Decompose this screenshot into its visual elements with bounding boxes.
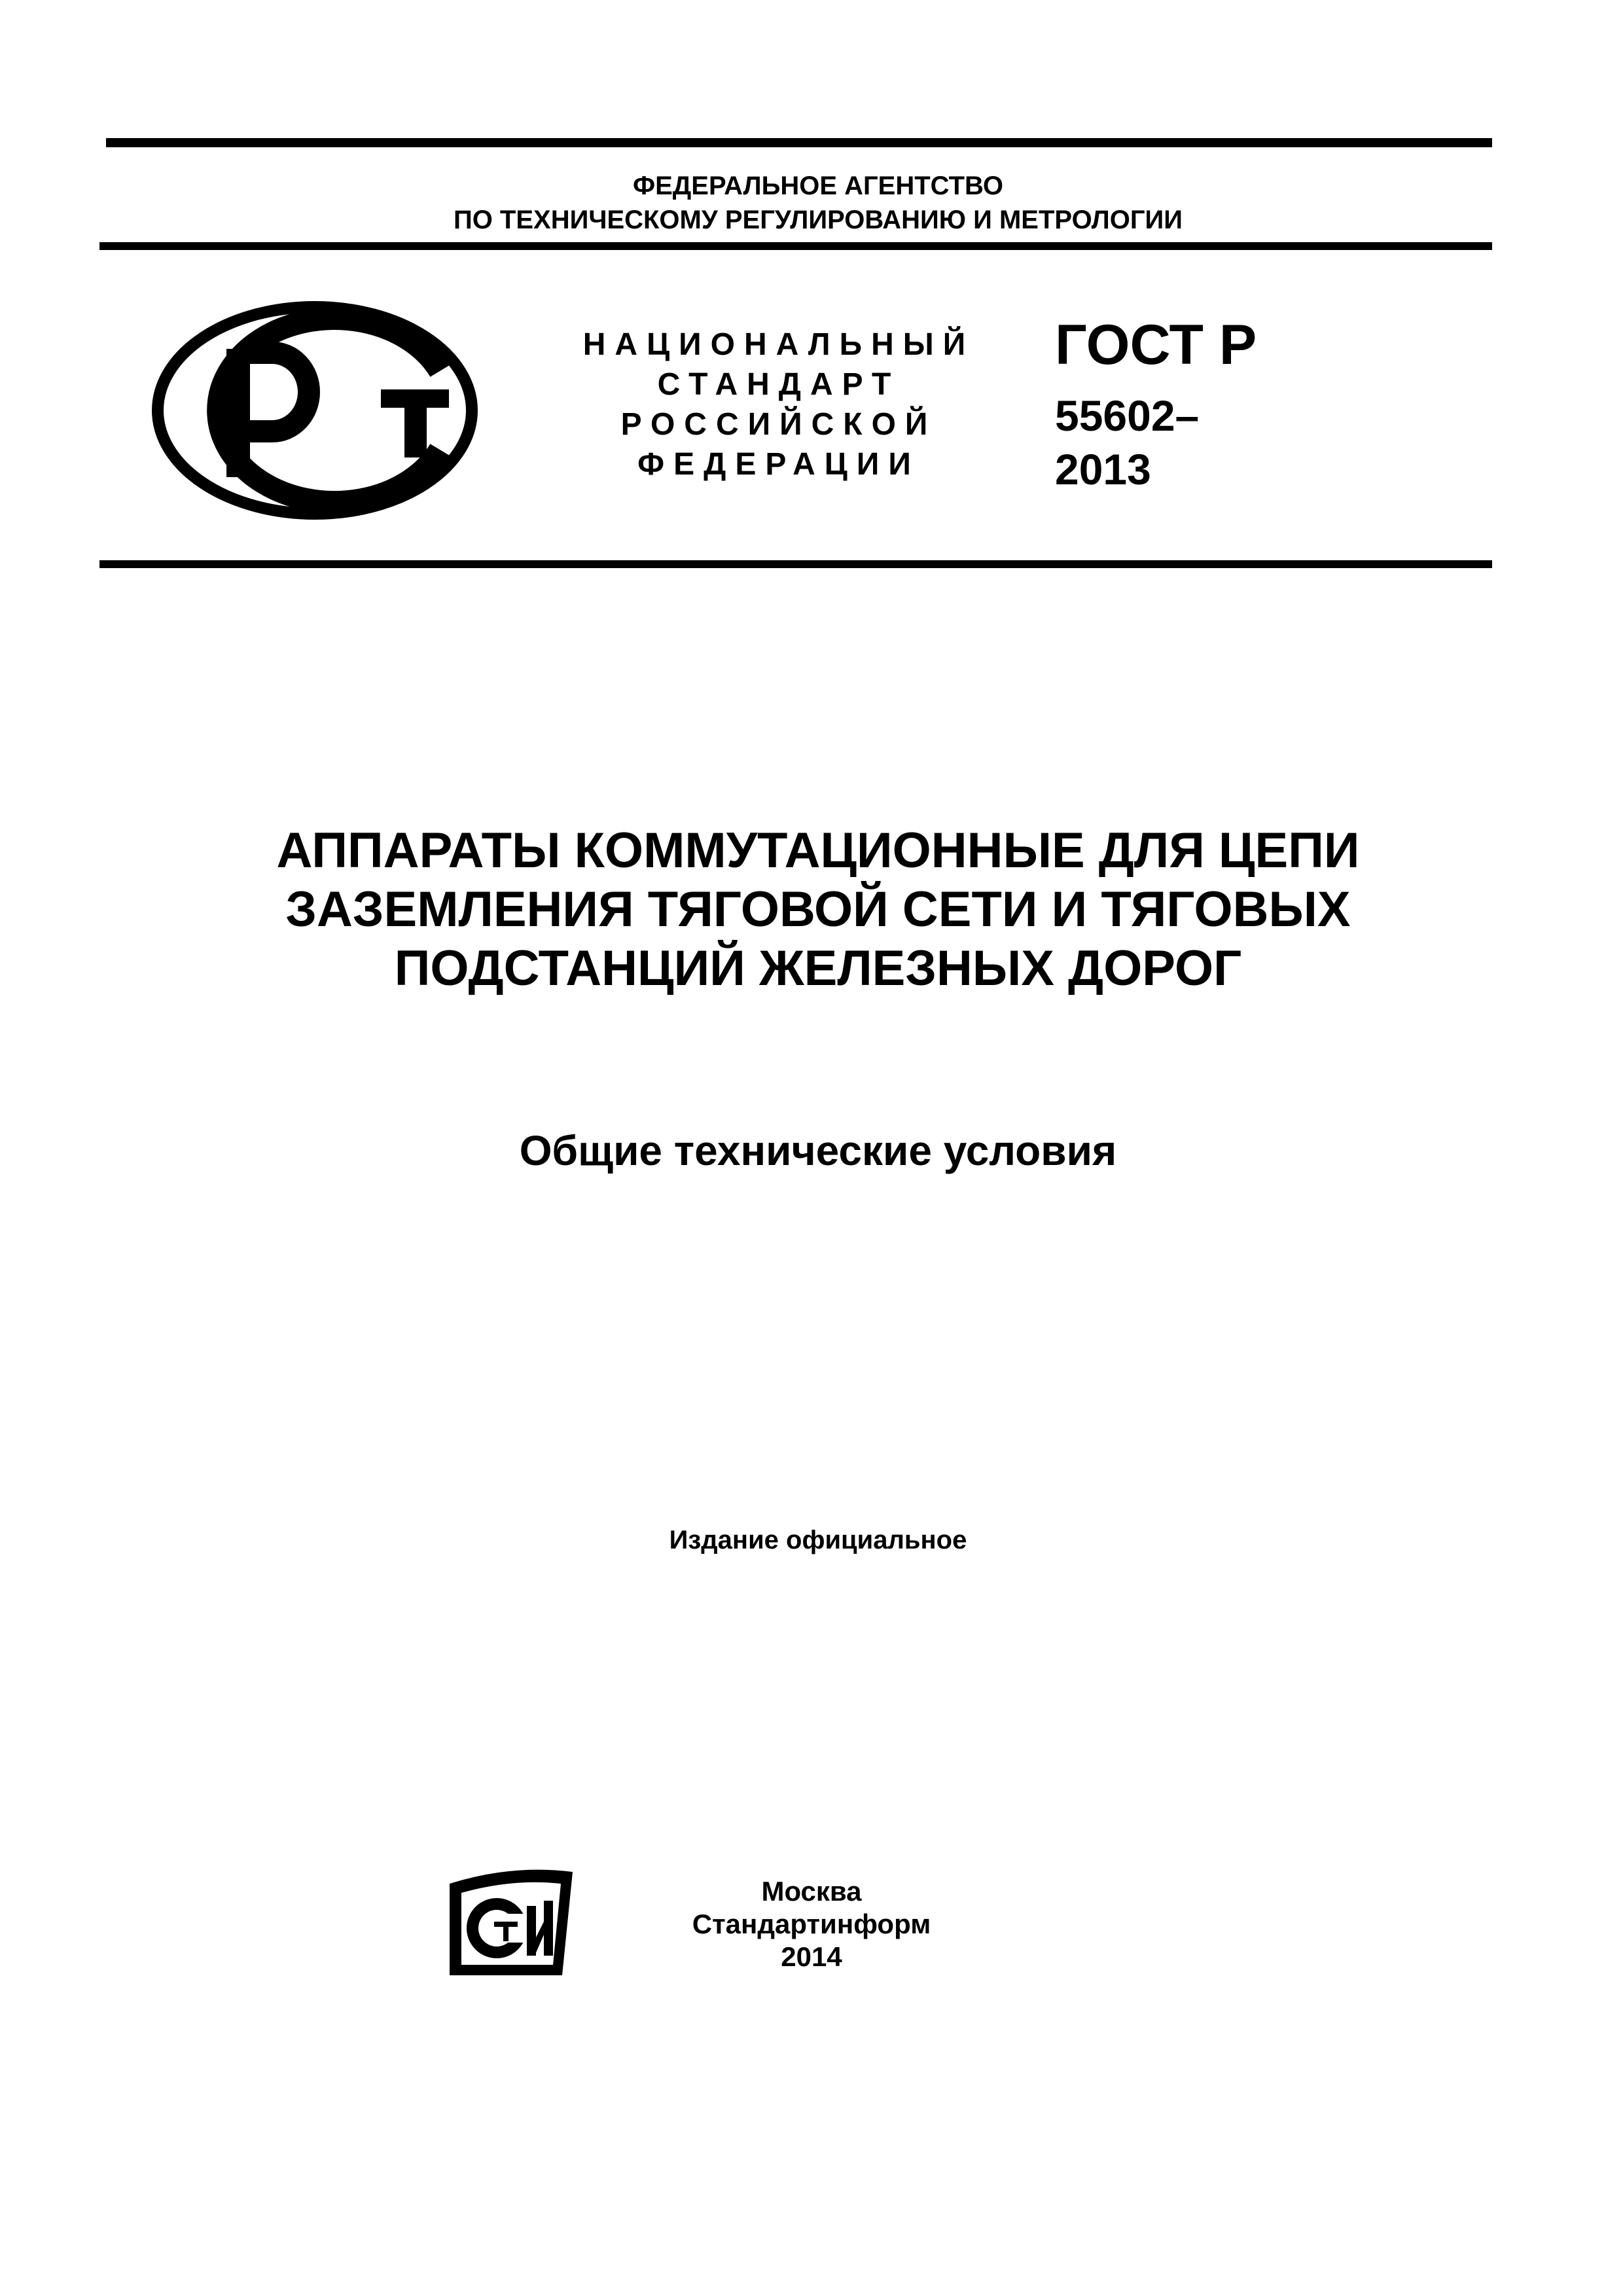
label-line-1: НАЦИОНАЛЬНЫЙ xyxy=(582,327,975,362)
title-line-3: ПОДСТАНЦИЙ ЖЕЛЕЗНЫХ ДОРОГ xyxy=(394,941,1242,996)
top-rule xyxy=(106,138,1492,147)
document-subtitle: Общие технические условия xyxy=(519,1127,1117,1174)
document-title xyxy=(105,821,1531,998)
standard-number-line-2: 2013 xyxy=(1055,445,1151,493)
imprint-publisher: Стандартинформ xyxy=(692,1909,931,1939)
standard-number xyxy=(1055,389,1199,496)
imprint-year: 2014 xyxy=(781,1941,842,1972)
label-line-3: РОССИЙСКОЙ xyxy=(620,407,937,442)
agency-line-1: ФЕДЕРАЛЬНОЕ АГЕНТСТВО xyxy=(632,171,1004,200)
imprint xyxy=(589,1875,1034,1973)
agency-line-2: ПО ТЕХНИЧЕСКОМУ РЕГУЛИРОВАНИЮ И МЕТРОЛОГИИ xyxy=(453,206,1183,234)
imprint-city: Москва xyxy=(761,1876,862,1907)
label-line-2: СТАНДАРТ xyxy=(657,367,901,402)
title-line-2: ЗАЗЕМЛЕНИЯ ТЯГОВОЙ СЕТИ И ТЯГОВЫХ xyxy=(285,882,1351,937)
label-line-4: ФЕДЕРАЦИИ xyxy=(637,447,920,482)
rst-mark-logo xyxy=(148,298,482,524)
edition-label: Издание официальное xyxy=(669,1526,967,1554)
section-rule xyxy=(99,560,1492,568)
standard-number-line-1: 55602– xyxy=(1055,391,1200,440)
agency-header xyxy=(105,169,1531,237)
title-line-1: АППАРАТЫ КОММУТАЦИОННЫЕ ДЛЯ ЦЕПИ xyxy=(276,823,1360,878)
standartinform-logo xyxy=(447,1867,575,1979)
national-standard-label xyxy=(576,325,982,484)
header-rule xyxy=(99,242,1492,250)
standard-code: ГОСТ Р xyxy=(1055,314,1257,376)
